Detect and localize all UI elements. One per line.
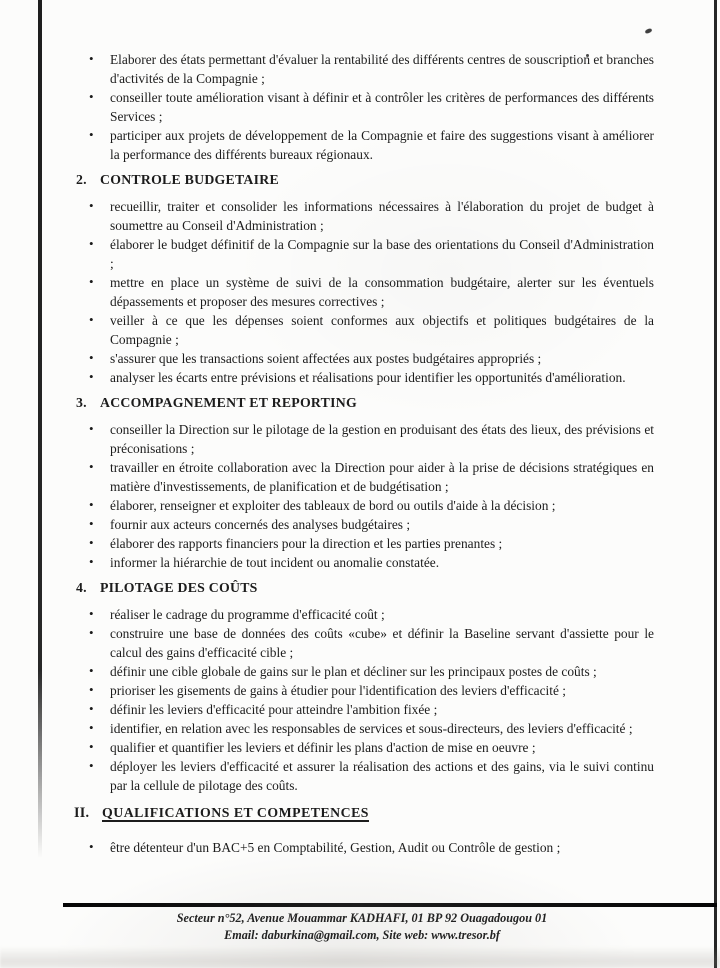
bullet-text: qualifier et quantifier les leviers et définir les plans d'action de mise en oeuvre ; xyxy=(110,740,536,755)
bullet-item xyxy=(74,420,654,458)
bullet-text: identifier, en relation avec les responsables de services et sous-directeurs, des leviers d'efficacité ; xyxy=(110,721,633,736)
bullet-icon: • xyxy=(89,625,94,640)
bullet-icon: • xyxy=(89,758,94,773)
bullet-icon: • xyxy=(89,421,94,436)
section-title: ACCOMPAGNEMENT ET REPORTING xyxy=(100,395,357,410)
section-number: II. xyxy=(74,805,90,821)
bullet-icon: • xyxy=(89,459,94,474)
bullet-item xyxy=(74,838,654,857)
bullet-icon: • xyxy=(89,51,94,66)
bullet-text: déployer les leviers d'efficacité et assurer la réalisation des actions et des gains, via le suivi continu par la cellule de pilotage des coûts. xyxy=(110,759,654,793)
bullet-item xyxy=(74,605,654,624)
bullet-item xyxy=(74,349,654,368)
bullet-item xyxy=(74,458,654,496)
document-body xyxy=(74,50,654,857)
bullet-list xyxy=(74,605,654,795)
bullet-item xyxy=(74,273,654,311)
bullet-list xyxy=(74,420,654,572)
bullet-icon: • xyxy=(89,739,94,754)
bullet-text: conseiller la Direction sur le pilotage de la gestion en produisant des états des lieux, des prévisions et préconisations ; xyxy=(110,422,654,456)
bullet-icon: • xyxy=(89,606,94,621)
bullet-icon: • xyxy=(89,312,94,327)
bullet-item xyxy=(74,88,654,126)
section-heading xyxy=(76,578,654,597)
scan-artifact-bottom-band xyxy=(0,946,720,968)
bullet-text: élaborer des rapports financiers pour la direction et les parties prenantes ; xyxy=(110,536,503,551)
bullet-list xyxy=(74,838,654,857)
bullet-text: élaborer le budget définitif de la Compagnie sur la base des orientations du Conseil d'Administration ; xyxy=(110,237,654,271)
scan-artifact-speck xyxy=(644,28,652,35)
bullet-text: réaliser le cadrage du programme d'efficacité coût ; xyxy=(110,607,385,622)
section-heading xyxy=(74,803,654,823)
section-title: CONTROLE BUDGETAIRE xyxy=(100,172,279,187)
scan-artifact-left-line xyxy=(38,0,42,858)
bullet-text: informer la hiérarchie de tout incident ou anomalie constatée. xyxy=(110,555,440,570)
bullet-item xyxy=(74,235,654,273)
bullet-item xyxy=(74,700,654,719)
bullet-item xyxy=(74,738,654,757)
bullet-text: participer aux projets de développement de la Compagnie et faire des suggestions visant à améliorer la performance des différents bureaux régionaux. xyxy=(110,128,654,162)
bullet-text: définir les leviers d'efficacité pour atteindre l'ambition fixée ; xyxy=(110,702,438,717)
section xyxy=(74,170,654,387)
bullet-text: définir une cible globale de gains sur le plan et décliner sur les principaux postes de coûts ; xyxy=(110,664,597,679)
bullet-item xyxy=(74,757,654,795)
bullet-text: conseiller toute amélioration visant à définir et à contrôler les critères de performances des différents Services ; xyxy=(110,90,654,124)
footer xyxy=(35,910,689,944)
bullet-icon: • xyxy=(89,127,94,142)
bullet-item xyxy=(74,311,654,349)
bullet-text: construire une base de données des coûts «cube» et définir la Baseline servant d'assiette pour le calcul des gains d'efficacité cible ; xyxy=(110,626,654,660)
section-heading xyxy=(76,393,654,412)
bullet-text: Elaborer des états permettant d'évaluer la rentabilité des différents centres de souscription et branches d'activités de la Compagnie ; xyxy=(110,52,654,86)
bullet-text: élaborer, renseigner et exploiter des tableaux de bord ou outils d'aide à la décision ; xyxy=(110,498,556,513)
bullet-text: prioriser les gisements de gains à étudier pour l'identification des leviers d'efficacité ; xyxy=(110,683,566,698)
bullet-item xyxy=(74,126,654,164)
bullet-text: travailler en étroite collaboration avec la Direction pour aider à la prise de décisions stratégiques en matière d'investissements, de planification et de budgétisation ; xyxy=(110,460,654,494)
section xyxy=(74,578,654,795)
section xyxy=(74,50,654,164)
section-number: 2. xyxy=(76,172,87,187)
bullet-list xyxy=(74,197,654,387)
bullet-icon: • xyxy=(89,274,94,289)
bullet-icon: • xyxy=(89,89,94,104)
bullet-item xyxy=(74,553,654,572)
bullet-list xyxy=(74,50,654,164)
section xyxy=(74,393,654,572)
bullet-icon: • xyxy=(89,516,94,531)
bullet-item xyxy=(74,515,654,534)
bullet-item xyxy=(74,534,654,553)
section-number: 3. xyxy=(76,395,87,410)
bullet-icon: • xyxy=(89,497,94,512)
bullet-icon: • xyxy=(89,554,94,569)
bullet-icon: • xyxy=(89,663,94,678)
bullet-text: fournir aux acteurs concernés des analyses budgétaires ; xyxy=(110,517,411,532)
bullet-icon: • xyxy=(89,701,94,716)
bullet-icon: • xyxy=(89,350,94,365)
bullet-icon: • xyxy=(89,369,94,384)
bullet-text: analyser les écarts entre prévisions et réalisations pour identifier les opportunités d'amélioration. xyxy=(110,370,626,385)
bullet-icon: • xyxy=(89,535,94,550)
bullet-item xyxy=(74,681,654,700)
bullet-icon: • xyxy=(89,839,94,854)
bullet-item xyxy=(74,496,654,515)
bullet-icon: • xyxy=(89,198,94,213)
bullet-text: recueillir, traiter et consolider les informations nécessaires à l'élaboration du projet de budget à soumettre au Conseil d'Administration ; xyxy=(110,199,654,233)
footer-contact: Email: daburkina@gmail.com, Site web: www.tresor.bf xyxy=(224,928,500,942)
bullet-text: être détenteur d'un BAC+5 en Comptabilité, Gestion, Audit ou Contrôle de gestion ; xyxy=(110,840,561,855)
bullet-item xyxy=(74,719,654,738)
footer-address: Secteur n°52, Avenue Mouammar KADHAFI, 01 BP 92 Ouagadougou 01 xyxy=(176,911,548,925)
section-heading xyxy=(76,170,654,189)
section-title: PILOTAGE DES COÛTS xyxy=(100,580,258,595)
section xyxy=(74,803,654,857)
footer-rule xyxy=(63,903,717,907)
bullet-icon: • xyxy=(89,720,94,735)
bullet-text: s'assurer que les transactions soient affectées aux postes budgétaires appropriés ; xyxy=(110,351,542,366)
section-number: 4. xyxy=(76,580,87,595)
bullet-item xyxy=(74,197,654,235)
bullet-item xyxy=(74,368,654,387)
bullet-text: veiller à ce que les dépenses soient conformes aux objectifs et politiques budgétaires de la Compagnie ; xyxy=(110,313,654,347)
bullet-item xyxy=(74,624,654,662)
bullet-text: mettre en place un système de suivi de la consommation budgétaire, alerter sur les éventuels dépassements et proposer des mesures correctives ; xyxy=(110,275,654,309)
section-title: QUALIFICATIONS ET COMPETENCES xyxy=(102,805,369,820)
bullet-item xyxy=(74,662,654,681)
bullet-icon: • xyxy=(89,236,94,251)
bullet-item xyxy=(74,50,654,88)
bullet-icon: • xyxy=(89,682,94,697)
scan-artifact-right-line xyxy=(714,0,717,968)
